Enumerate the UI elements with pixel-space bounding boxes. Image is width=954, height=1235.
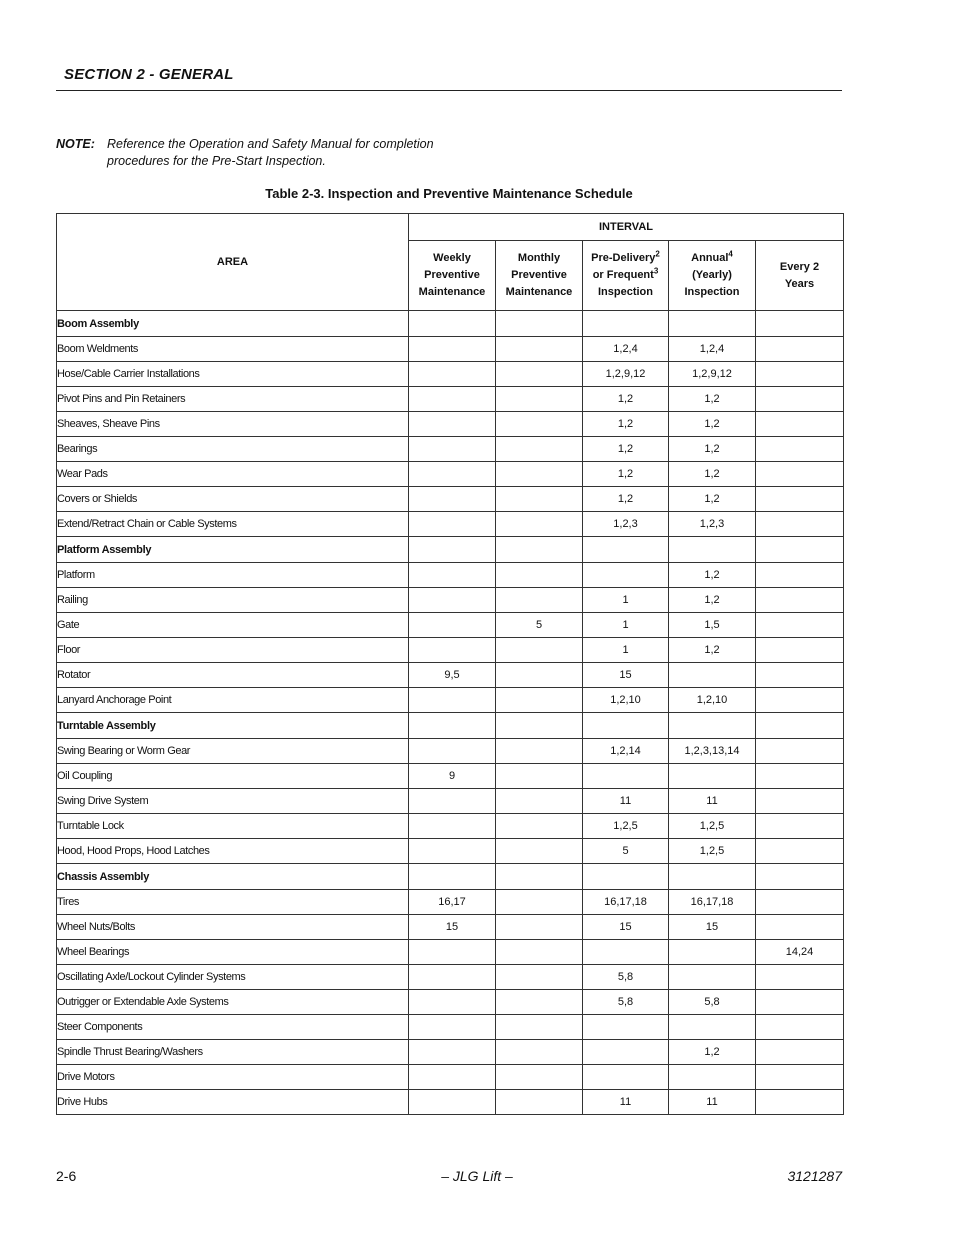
area-item-name: Outrigger or Extendable Axle Systems [57,990,409,1015]
table-row [57,588,844,613]
area-item-name: Hood, Hood Props, Hood Latches [57,839,409,864]
predelivery-cell: 15 [583,663,669,688]
monthly-cell [496,789,583,814]
empty-cell [583,713,669,739]
section-title: SECTION 2 - GENERAL [64,66,234,83]
weekly-cell [409,990,496,1015]
weekly-cell [409,688,496,713]
predelivery-cell [583,563,669,588]
table-row [57,437,844,462]
every2-cell [756,915,844,940]
annual-header: Annual$^4$ (Yearly) Inspection [669,241,756,311]
predelivery-cell: 11 [583,1090,669,1115]
monthly-cell [496,965,583,990]
every2-cell [756,613,844,638]
weekly-cell [409,739,496,764]
monthly-cell [496,512,583,537]
area-item-name: Boom Weldments [57,337,409,362]
predelivery-cell: 1,2,3 [583,512,669,537]
annual-cell [669,663,756,688]
predelivery-cell [583,1015,669,1040]
area-header: AREA [57,214,409,311]
empty-cell [583,311,669,337]
section-row [57,864,844,890]
empty-cell [669,864,756,890]
annual-cell: 1,2 [669,487,756,512]
monthly-cell [496,1065,583,1090]
section-name: Boom Assembly [57,311,409,337]
schedule-body [57,311,844,1115]
predelivery-cell: 5 [583,839,669,864]
table-row [57,814,844,839]
area-item-name: Drive Motors [57,1065,409,1090]
weekly-cell: 16,17 [409,890,496,915]
area-item-name: Railing [57,588,409,613]
monthly-cell [496,462,583,487]
area-item-name: Bearings [57,437,409,462]
monthly-cell [496,588,583,613]
annual-cell: 1,5 [669,613,756,638]
area-item-name: Oil Coupling [57,764,409,789]
every2-cell [756,337,844,362]
area-item-name: Extend/Retract Chain or Cable Systems [57,512,409,537]
predelivery-cell: 1 [583,613,669,638]
note-text: Reference the Operation and Safety Manual for completion procedures for the Pre-Start Inspection. [107,137,434,168]
area-item-name: Gate [57,613,409,638]
monthly-cell [496,412,583,437]
every2-cell [756,638,844,663]
table-row [57,337,844,362]
table-row [57,890,844,915]
monthly-cell [496,1040,583,1065]
annual-cell [669,940,756,965]
table-row [57,839,844,864]
section-name: Turntable Assembly [57,713,409,739]
predelivery-cell: 1 [583,638,669,663]
table-row [57,638,844,663]
monthly-cell [496,739,583,764]
every2-cell [756,412,844,437]
weekly-cell [409,387,496,412]
every2-cell [756,437,844,462]
weekly-cell [409,965,496,990]
monthly-cell [496,663,583,688]
annual-cell: 15 [669,915,756,940]
table-row [57,512,844,537]
table-title: Table 2-3. Inspection and Preventive Maintenance Schedule [265,186,633,201]
note-label: NOTE: [56,137,95,151]
annual-cell: 1,2,3,13,14 [669,739,756,764]
weekly-cell: 9,5 [409,663,496,688]
table-row [57,1015,844,1040]
every2-cell: 14,24 [756,940,844,965]
every2-cell [756,563,844,588]
every2-cell [756,814,844,839]
table-row [57,387,844,412]
weekly-cell [409,512,496,537]
predelivery-cell [583,1040,669,1065]
predelivery-cell: 15 [583,915,669,940]
weekly-cell [409,563,496,588]
weekly-cell [409,412,496,437]
monthly-cell [496,839,583,864]
section-name: Chassis Assembly [57,864,409,890]
every2-cell [756,387,844,412]
area-item-name: Swing Bearing or Worm Gear [57,739,409,764]
predelivery-cell: 1,2,14 [583,739,669,764]
empty-cell [409,311,496,337]
every2-cell [756,839,844,864]
predelivery-cell: 1,2,4 [583,337,669,362]
monthly-cell [496,563,583,588]
predelivery-cell: 5,8 [583,965,669,990]
area-item-name: Wear Pads [57,462,409,487]
predelivery-cell [583,764,669,789]
predelivery-cell: 1,2 [583,462,669,487]
annual-cell: 1,2 [669,638,756,663]
monthly-cell [496,638,583,663]
area-item-name: Sheaves, Sheave Pins [57,412,409,437]
empty-cell [756,537,844,563]
weekly-cell [409,1065,496,1090]
weekly-cell [409,638,496,663]
area-item-name: Hose/Cable Carrier Installations [57,362,409,387]
empty-cell [409,713,496,739]
annual-cell [669,1015,756,1040]
table-row [57,789,844,814]
empty-cell [583,537,669,563]
every2-cell [756,487,844,512]
annual-cell: 1,2 [669,437,756,462]
predelivery-cell: 1,2,10 [583,688,669,713]
every2-cell [756,512,844,537]
every2-cell [756,588,844,613]
predelivery-cell: 1,2 [583,412,669,437]
annual-cell: 1,2,10 [669,688,756,713]
weekly-cell [409,1015,496,1040]
weekly-header: Weekly Preventive Maintenance [409,241,496,311]
annual-cell: 1,2 [669,412,756,437]
weekly-cell [409,588,496,613]
weekly-cell: 15 [409,915,496,940]
section-row [57,537,844,563]
predelivery-cell: 1,2 [583,487,669,512]
annual-cell: 1,2,5 [669,814,756,839]
empty-cell [756,713,844,739]
weekly-cell [409,839,496,864]
weekly-cell [409,1040,496,1065]
area-item-name: Covers or Shields [57,487,409,512]
area-item-name: Spindle Thrust Bearing/Washers [57,1040,409,1065]
area-item-name: Oscillating Axle/Lockout Cylinder Systems [57,965,409,990]
monthly-cell [496,915,583,940]
predelivery-cell: 11 [583,789,669,814]
predelivery-cell [583,1065,669,1090]
table-row [57,613,844,638]
annual-cell: 1,2,5 [669,839,756,864]
area-item-name: Wheel Nuts/Bolts [57,915,409,940]
annual-cell: 1,2,4 [669,337,756,362]
table-row [57,990,844,1015]
every2-cell [756,1040,844,1065]
weekly-cell: 9 [409,764,496,789]
empty-cell [496,864,583,890]
every2-cell [756,462,844,487]
table-row [57,1090,844,1115]
annual-cell [669,764,756,789]
area-item-name: Lanyard Anchorage Point [57,688,409,713]
area-item-name: Rotator [57,663,409,688]
monthly-cell [496,1015,583,1040]
annual-cell: 11 [669,789,756,814]
weekly-cell [409,1090,496,1115]
area-item-name: Turntable Lock [57,814,409,839]
predelivery-cell [583,940,669,965]
every2-cell [756,1015,844,1040]
table-row [57,764,844,789]
every2-cell [756,1090,844,1115]
empty-cell [669,537,756,563]
document-number: 3121287 [787,1168,842,1184]
annual-cell: 1,2,9,12 [669,362,756,387]
empty-cell [583,864,669,890]
predelivery-cell: 1,2 [583,387,669,412]
every2-cell [756,688,844,713]
footer-brand: – JLG Lift – [441,1168,513,1184]
predelivery-cell: 1,2 [583,437,669,462]
monthly-cell: 5 [496,613,583,638]
weekly-cell [409,362,496,387]
monthly-cell [496,814,583,839]
table-row [57,462,844,487]
table-row [57,663,844,688]
table-row [57,362,844,387]
area-item-name: Wheel Bearings [57,940,409,965]
empty-cell [669,713,756,739]
every2-cell [756,739,844,764]
every2-cell [756,1065,844,1090]
empty-cell [496,311,583,337]
area-item-name: Swing Drive System [57,789,409,814]
annual-cell: 11 [669,1090,756,1115]
predelivery-header: Pre-Delivery$^2$ or Frequent$^3$ Inspection [583,241,669,311]
weekly-cell [409,462,496,487]
empty-cell [496,537,583,563]
area-item-name: Drive Hubs [57,1090,409,1115]
monthly-cell [496,337,583,362]
annual-cell [669,1065,756,1090]
empty-cell [756,311,844,337]
section-row [57,713,844,739]
monthly-cell [496,940,583,965]
predelivery-cell: 5,8 [583,990,669,1015]
annual-cell: 1,2 [669,588,756,613]
every2-cell [756,890,844,915]
monthly-cell [496,362,583,387]
every2-cell [756,362,844,387]
area-item-name: Pivot Pins and Pin Retainers [57,387,409,412]
interval-header: INTERVAL [409,214,844,241]
annual-cell: 1,2 [669,462,756,487]
section-name: Platform Assembly [57,537,409,563]
table-row [57,487,844,512]
predelivery-cell: 1,2,5 [583,814,669,839]
annual-cell: 1,2 [669,563,756,588]
empty-cell [496,713,583,739]
predelivery-cell: 16,17,18 [583,890,669,915]
table-row [57,1065,844,1090]
weekly-cell [409,337,496,362]
weekly-cell [409,437,496,462]
empty-cell [669,311,756,337]
weekly-cell [409,613,496,638]
empty-cell [409,864,496,890]
predelivery-cell: 1 [583,588,669,613]
monthly-cell [496,890,583,915]
area-item-name: Tires [57,890,409,915]
every2-header: Every 2 Years [756,241,844,311]
area-item-name: Floor [57,638,409,663]
maintenance-schedule-table [56,213,844,1115]
annual-cell: 5,8 [669,990,756,1015]
table-row [57,1040,844,1065]
table-row [57,688,844,713]
weekly-cell [409,940,496,965]
monthly-cell [496,387,583,412]
monthly-cell [496,764,583,789]
annual-cell: 16,17,18 [669,890,756,915]
monthly-cell [496,990,583,1015]
empty-cell [409,537,496,563]
monthly-cell [496,487,583,512]
annual-cell: 1,2 [669,387,756,412]
every2-cell [756,990,844,1015]
annual-cell [669,965,756,990]
predelivery-cell: 1,2,9,12 [583,362,669,387]
every2-cell [756,789,844,814]
monthly-cell [496,437,583,462]
monthly-cell [496,1090,583,1115]
every2-cell [756,663,844,688]
weekly-cell [409,814,496,839]
section-header [56,64,842,91]
weekly-cell [409,789,496,814]
every2-cell [756,965,844,990]
area-item-name: Steer Components [57,1015,409,1040]
empty-cell [756,864,844,890]
table-row [57,563,844,588]
table-row [57,915,844,940]
section-row [57,311,844,337]
area-item-name: Platform [57,563,409,588]
annual-cell: 1,2,3 [669,512,756,537]
table-row [57,412,844,437]
monthly-header: Monthly Preventive Maintenance [496,241,583,311]
table-row [57,739,844,764]
weekly-cell [409,487,496,512]
monthly-cell [496,688,583,713]
annual-cell: 1,2 [669,1040,756,1065]
table-row [57,940,844,965]
page-number: 2-6 [56,1168,77,1184]
every2-cell [756,764,844,789]
table-row [57,965,844,990]
